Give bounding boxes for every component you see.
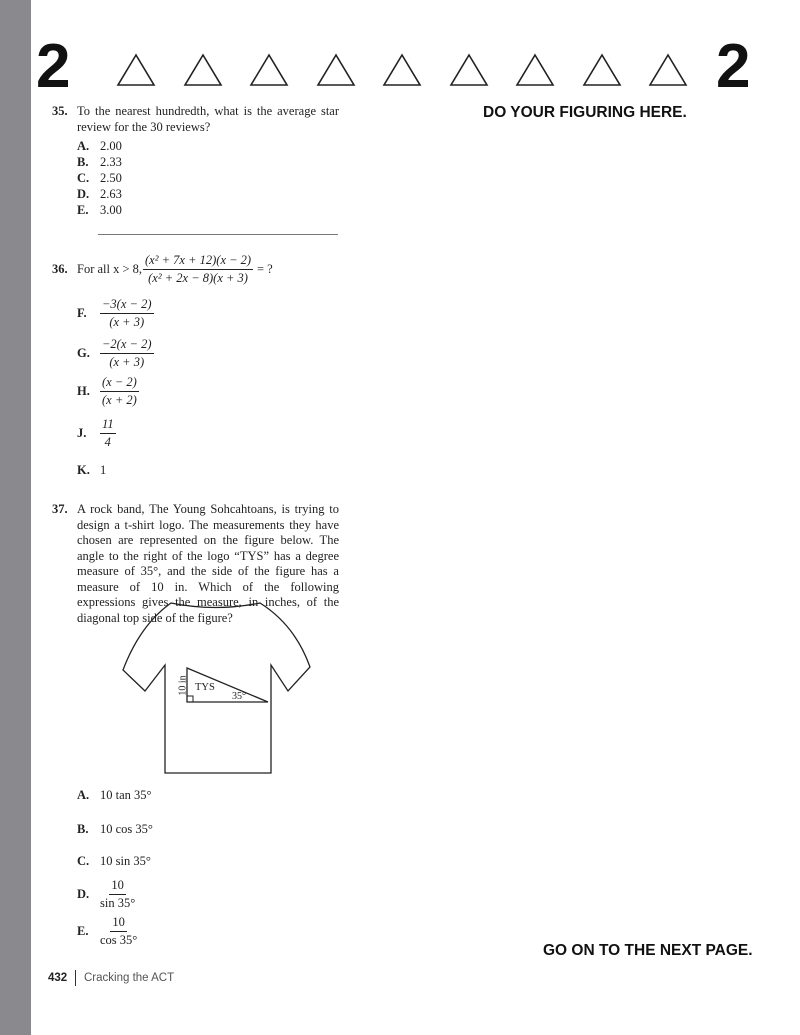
option-text: 10 cos 35° [100, 822, 153, 836]
q35-number: 35. [52, 104, 68, 118]
option-letter: B. [77, 155, 89, 169]
option-letter: H. [77, 384, 90, 398]
option-fraction [100, 878, 135, 911]
option-letter: C. [77, 171, 90, 185]
triangle-icon [515, 52, 555, 88]
triangle-icon [449, 52, 489, 88]
option-fraction [100, 915, 137, 948]
numerator: −2(x − 2) [100, 337, 154, 354]
option-text: 10 tan 35° [100, 788, 152, 802]
option-letter: G. [77, 346, 90, 360]
figuring-label: DO YOUR FIGURING HERE. [483, 104, 687, 121]
page-number: 432 [48, 972, 68, 984]
numerator: 10 [110, 915, 127, 932]
answer-option[interactable] [77, 788, 152, 803]
option-letter: J. [77, 426, 87, 440]
right-angle-mark [187, 696, 193, 702]
section-number-left: 2 [36, 32, 71, 101]
triangle-icon [582, 52, 622, 88]
answer-option[interactable] [77, 822, 153, 837]
option-text: 2.50 [100, 171, 122, 185]
option-letter: E. [77, 924, 89, 938]
option-letter: C. [77, 854, 90, 868]
q36-denominator: (x² + 2x − 8)(x + 3) [148, 271, 248, 285]
option-text: 2.00 [100, 139, 122, 153]
denominator: sin 35° [100, 896, 136, 910]
answer-option[interactable] [77, 854, 151, 869]
denominator: cos 35° [100, 933, 138, 947]
numerator: (x − 2) [100, 375, 139, 392]
numerator: 10 [109, 878, 126, 895]
option-letter: A. [77, 788, 90, 802]
q37-number: 37. [52, 502, 68, 516]
side-label: 10 in [177, 675, 189, 696]
tshirt-figure [0, 0, 400, 800]
option-letter: E. [77, 203, 89, 217]
denominator: (x + 3) [109, 355, 145, 369]
option-letter: F. [77, 306, 87, 320]
answer-option[interactable] [77, 915, 137, 948]
option-text: 2.63 [100, 187, 122, 201]
tshirt-outline [123, 603, 310, 773]
logo-label: TYS [195, 682, 215, 693]
q35-text: To the nearest hundredth, what is the average star review for the 30 reviews? [77, 104, 339, 134]
q36-number: 36. [52, 262, 68, 276]
triangle-icon [648, 52, 688, 88]
denominator: (x + 3) [109, 315, 145, 329]
q36-suffix: = ? [257, 262, 273, 276]
option-text: 3.00 [100, 203, 122, 217]
denominator: 4 [104, 435, 111, 449]
option-letter: K. [77, 463, 90, 477]
q37-text: A rock band, The Young Sohcahtoans, is trying to design a t-shirt logo. The measurements they have chosen are represented on the figure below. The angle to the right of the logo “TYS” has a degree measure of 35°, and the side of the figure has a measure of 10 in. Which of the following expressions gives the measure, in inches, of the diagonal top side of the figure? [77, 502, 339, 625]
option-text: 2.33 [100, 155, 122, 169]
option-text: 1 [100, 463, 107, 477]
q36-numerator: (x² + 7x + 12)(x − 2) [143, 253, 253, 270]
answer-option[interactable] [77, 878, 135, 911]
section-number-right: 2 [716, 32, 751, 101]
option-letter: B. [77, 822, 89, 836]
q36-prefix: For all x > 8, [77, 262, 143, 276]
numerator: −3(x − 2) [100, 297, 154, 314]
option-letter: D. [77, 887, 90, 901]
footer-divider [75, 970, 76, 986]
book-title: Cracking the ACT [84, 972, 175, 984]
option-letter: D. [77, 187, 90, 201]
option-text: 10 sin 35° [100, 854, 151, 868]
option-letter: A. [77, 139, 90, 153]
angle-label: 35° [232, 691, 246, 702]
numerator: 11 [100, 417, 116, 434]
denominator: (x + 2) [102, 393, 137, 407]
next-page-label: GO ON TO THE NEXT PAGE. [543, 942, 753, 959]
